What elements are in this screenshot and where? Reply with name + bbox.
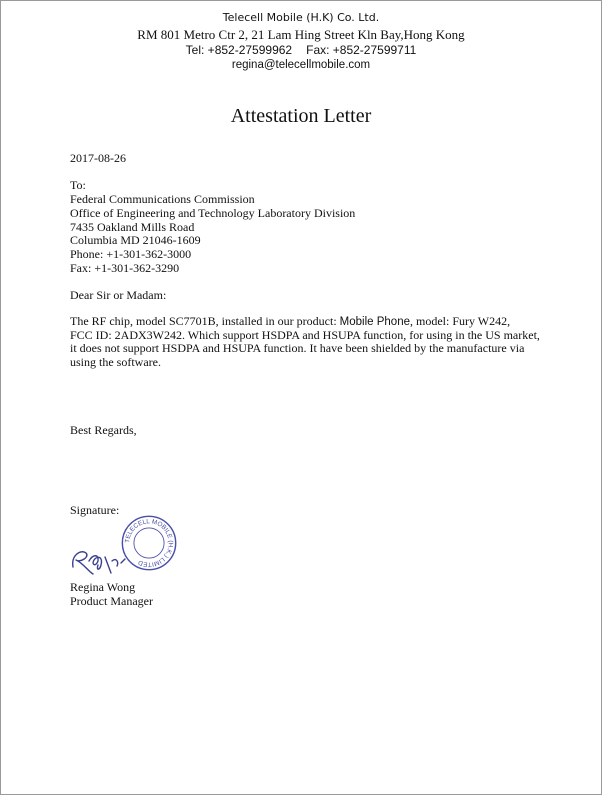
signer-title: Product Manager — [70, 594, 153, 608]
salutation: Dear Sir or Madam: — [70, 288, 167, 302]
seal-text: TELECELL MOBILE (H.K.) LIMITED — [124, 518, 174, 568]
letter-title: Attestation Letter — [230, 105, 372, 127]
signer-name: Regina Wong — [70, 580, 136, 594]
closing: Best Regards, — [70, 423, 137, 437]
letter-date: 2017-08-26 — [70, 151, 126, 165]
company-contact — [1, 43, 601, 57]
company-tel: Tel: +852-27599962 — [185, 43, 293, 57]
handwritten-signature — [67, 541, 139, 575]
company-email: regina@telecellmobile.com — [231, 59, 371, 71]
body-line-4: using the software. — [70, 355, 161, 369]
recipient-line: Columbia MD 21046-1609 — [70, 233, 201, 247]
recipient-line: Office of Engineering and Technology Laboratory Division — [70, 206, 356, 220]
company-name: Telecell Mobile (H.K) Co. Ltd. — [222, 11, 380, 24]
recipient-line: Federal Communications Commission — [70, 192, 255, 206]
body-line-2: FCC ID: 2ADX3W242. Which support HSDPA and HSUPA function, for using in the US market, — [70, 328, 540, 342]
recipient-line: Fax: +1-301-362-3290 — [70, 261, 180, 275]
recipient-line: 7435 Oakland Mills Road — [70, 220, 195, 234]
product-name: Mobile Phone — [339, 316, 410, 328]
signature-label: Signature: — [70, 503, 120, 517]
company-address: RM 801 Metro Ctr 2, 21 Lam Hing Street Kln Bay,Hong Kong — [137, 27, 465, 42]
body-text: , model: Fury W242, — [409, 314, 511, 328]
body-line-3: it does not support HSDPA and HSUPA function. It have been shielded by the manufacture via — [70, 341, 525, 355]
company-fax: Fax: +852-27599711 — [306, 43, 417, 57]
body-text: The RF chip, model SC7701B, installed in our product: — [70, 314, 340, 328]
recipient-line: Phone: +1-301-362-3000 — [70, 247, 192, 261]
recipient-to: To: — [70, 178, 86, 192]
